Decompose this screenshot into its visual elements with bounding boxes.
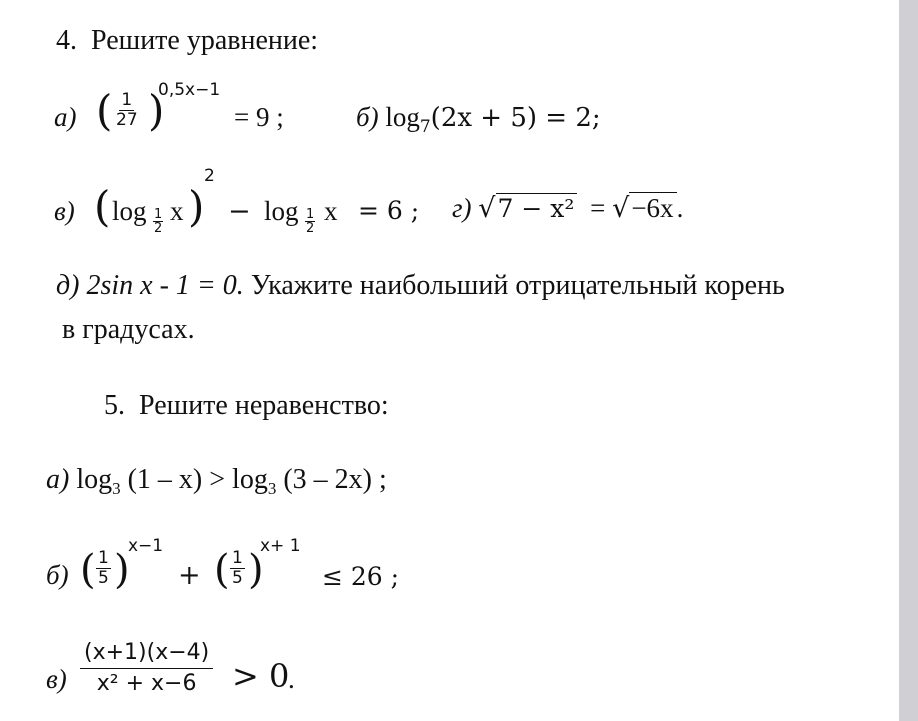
fraction-denominator: 2 xyxy=(306,221,315,236)
task5-heading xyxy=(104,392,389,420)
paren-left: ( xyxy=(96,86,113,135)
exponent: x−1 xyxy=(128,536,164,556)
instruction-text-continued: в градусах. xyxy=(62,314,195,345)
log-argument: (2x + 5) = 2; xyxy=(430,103,601,133)
task5-number: 5. xyxy=(104,390,125,421)
fraction-numerator: 1 xyxy=(121,90,133,110)
log-base-fraction xyxy=(305,208,315,235)
log-base: 3 xyxy=(112,479,121,498)
paren-left: ( xyxy=(94,182,111,231)
item-label: г) xyxy=(452,193,472,223)
task4-item-b xyxy=(356,104,601,136)
inequality-rhs: > 0 xyxy=(232,657,290,695)
item-label: б) xyxy=(356,102,379,132)
exponent: 0,5x−1 xyxy=(158,80,221,100)
end-mark: . xyxy=(288,664,295,694)
exponent: 2 xyxy=(204,166,215,186)
equals-sign: = xyxy=(590,193,606,223)
task5-item-a xyxy=(46,466,387,497)
log-text: log xyxy=(385,102,420,132)
fraction xyxy=(96,550,111,587)
paren-right: ) xyxy=(248,547,264,593)
log-text: log xyxy=(76,464,113,495)
task4-title: Решите уравнение: xyxy=(91,25,319,56)
instruction-text: Укажите наибольший отрицательный корень xyxy=(250,270,785,301)
fraction-numerator: (x+1)(x−4) xyxy=(80,642,213,669)
fraction-denominator: 2 xyxy=(154,221,163,236)
fraction xyxy=(230,550,245,587)
log-base-fraction xyxy=(153,208,163,235)
item-label: а) xyxy=(54,102,77,132)
equation-text: д) 2sin x - 1 = 0. xyxy=(56,270,244,301)
radicand: −6x xyxy=(629,192,676,223)
paren-right: ) xyxy=(148,86,165,135)
item-label: в) xyxy=(54,196,75,226)
fraction-denominator: 27 xyxy=(116,110,138,130)
fraction-denominator: 5 xyxy=(232,568,243,588)
task4-number: 4. xyxy=(56,25,77,56)
item-label: в) xyxy=(46,664,67,694)
equation-rhs: = 9 ; xyxy=(234,102,284,132)
fraction-numerator: 1 xyxy=(98,548,109,568)
task4-item-d-line2 xyxy=(62,316,195,344)
fraction-base xyxy=(114,92,140,129)
variable: x xyxy=(170,196,184,226)
task5-title: Решите неравенство: xyxy=(139,390,389,421)
paren-right: ) xyxy=(188,182,205,231)
fraction-denominator: x² + x−6 xyxy=(96,671,197,696)
paren-right: ) xyxy=(114,547,130,593)
sqrt-icon: √ xyxy=(478,193,496,224)
log-text: log xyxy=(112,196,147,226)
fraction-numerator: 1 xyxy=(306,207,315,222)
inequality-end: (3 – 2x) ; xyxy=(276,464,387,495)
log-text: log xyxy=(264,196,299,226)
equation-rhs: = 6 ; xyxy=(358,196,420,225)
inequality-rhs: ≤ 26 ; xyxy=(322,562,400,591)
log-base: 7 xyxy=(419,117,431,137)
radicand: 7 − x² xyxy=(496,193,578,223)
exponent: x+ 1 xyxy=(260,536,301,556)
task4-item-d xyxy=(56,272,785,300)
log-base: 3 xyxy=(267,479,277,498)
plus-sign: + xyxy=(178,560,201,591)
fraction-numerator: 1 xyxy=(232,548,243,568)
item-label: б) xyxy=(46,560,69,590)
paren-left: ( xyxy=(214,547,230,593)
item-label: а) xyxy=(46,464,70,495)
fraction-numerator: 1 xyxy=(154,207,163,222)
end-mark: . xyxy=(676,193,684,223)
scrollbar[interactable] xyxy=(899,0,918,721)
rational-expression xyxy=(80,642,213,695)
minus-sign: − xyxy=(228,196,251,227)
variable: x xyxy=(324,196,338,226)
task4-item-g xyxy=(452,195,683,222)
sqrt-icon: √ xyxy=(612,193,630,224)
fraction-denominator: 5 xyxy=(98,568,109,588)
inequality-middle: (1 – x) > log xyxy=(120,464,268,495)
paren-left: ( xyxy=(80,547,96,593)
task4-heading xyxy=(56,27,318,55)
